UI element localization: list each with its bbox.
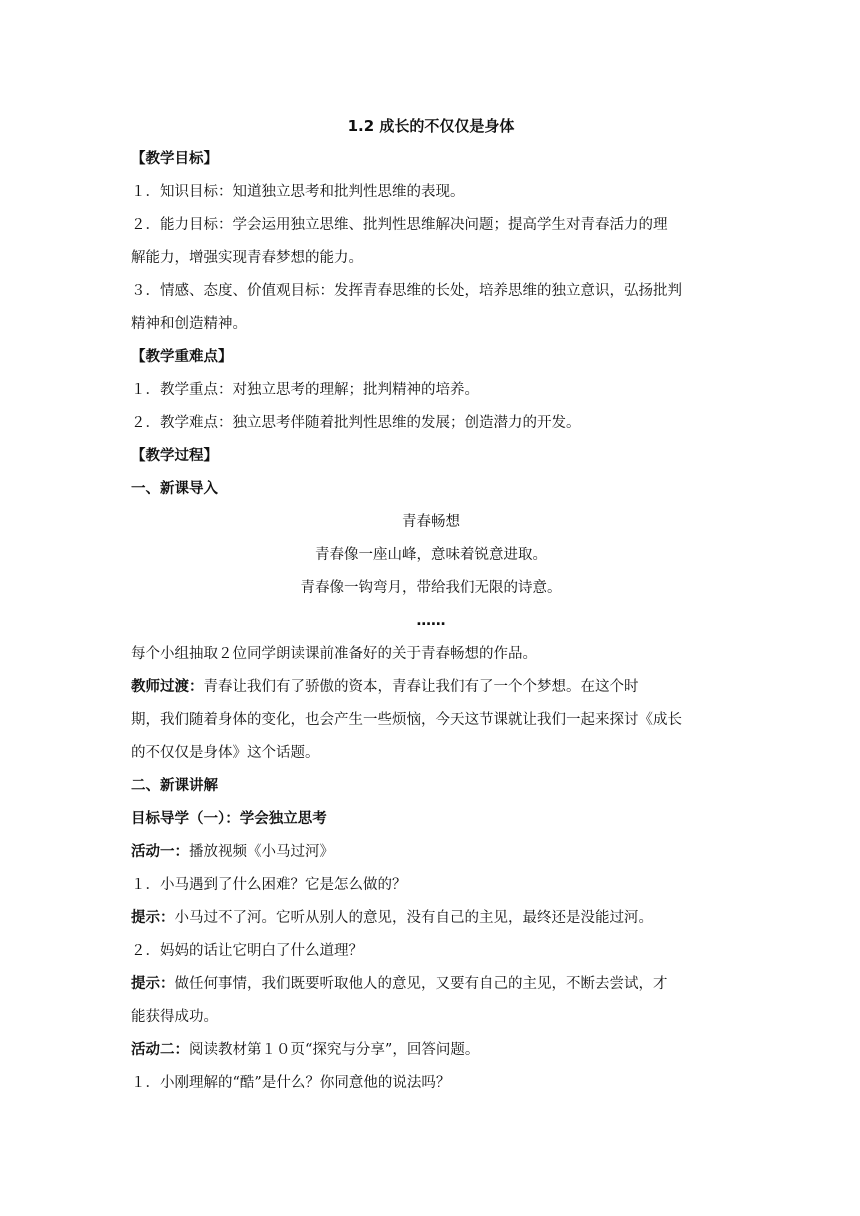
- activity-1: [131, 836, 731, 869]
- activity-2-label: 活动二：: [131, 1042, 189, 1058]
- activity-2: [131, 1034, 731, 1067]
- goal-item-2-line-2: 解能力，增强实现青春梦想的能力。: [131, 250, 363, 266]
- hint-1-text: 小马过不了河。它听从别人的意见，没有自己的主见，最终还是没能过河。: [174, 910, 653, 926]
- question-1: １．小马遇到了什么困难？它是怎么做的？: [131, 877, 407, 893]
- goal-item-2-line-1: ２．能力目标：学会运用独立思维、批判性思维解决问题；提高学生对青春活力的理: [131, 217, 668, 233]
- read-instruction: 每个小组抽取２位同学朗读课前准备好的关于青春畅想的作品。: [131, 646, 537, 662]
- activity-1-text: 播放视频《小马过河》: [189, 844, 334, 860]
- hint-1-label: 提示：: [131, 910, 175, 926]
- teacher-transition-line-3: 的不仅仅是身体》这个话题。: [131, 745, 320, 761]
- goal-item-3-line-1: ３．情感、态度、价值观目标：发挥青春思维的长处，培养思维的独立意识，弘扬批判: [131, 283, 682, 299]
- question-2: ２．妈妈的话让它明白了什么道理？: [131, 943, 363, 959]
- activity-1-label: 活动一：: [131, 844, 189, 860]
- hint-2-line-2: 能获得成功。: [131, 1009, 218, 1025]
- hint-2-line-1: [131, 968, 731, 1001]
- part-heading-lecture: 二、新课讲解: [131, 778, 218, 794]
- teacher-transition-line-1: [131, 671, 731, 704]
- hint-2-text: 做任何事情，我们既要听取他人的意见，又要有自己的主见，不断去尝试，才: [174, 976, 668, 992]
- hint-1: [131, 902, 731, 935]
- hint-2-label: 提示：: [131, 976, 175, 992]
- page-title: 1.2 成长的不仅仅是身体: [347, 117, 515, 135]
- goal-item-3-line-2: 精神和创造精神。: [131, 316, 247, 332]
- teacher-transition-label: 教师过渡：: [131, 679, 204, 695]
- key-point-2: ２．教学难点：独立思考伴随着批判性思维的发展；创造潜力的开发。: [131, 415, 581, 431]
- section-heading-key-points: 【教学重难点】: [131, 349, 233, 365]
- document-body: [131, 110, 731, 1100]
- poem-line-2: 青春像一钩弯月，带给我们无限的诗意。: [300, 580, 562, 596]
- poem-ellipsis: ……: [416, 613, 446, 629]
- question-3: １．小刚理解的“酷”是什么？你同意他的说法吗？: [131, 1075, 451, 1091]
- teacher-transition-line-2: 期，我们随着身体的变化，也会产生一些烦恼，今天这节课就让我们一起来探讨《成长: [131, 712, 682, 728]
- goal-item-1: １．知识目标：知道独立思考和批判性思维的表现。: [131, 184, 465, 200]
- section-heading-process: 【教学过程】: [131, 448, 218, 464]
- poem-title: 青春畅想: [402, 514, 460, 530]
- key-point-1: １．教学重点：对独立思考的理解；批判精神的培养。: [131, 382, 479, 398]
- poem-line-1: 青春像一座山峰，意味着锐意进取。: [315, 547, 547, 563]
- goal-guide-1-heading: 目标导学（一）：学会独立思考: [131, 811, 327, 827]
- activity-2-text: 阅读教材第１０页“探究与分享”，回答问题。: [189, 1042, 480, 1058]
- teacher-transition-text: 青春让我们有了骄傲的资本，青春让我们有了一个个梦想。在这个时: [203, 679, 639, 695]
- section-heading-goals: 【教学目标】: [131, 151, 218, 167]
- part-heading-intro: 一、新课导入: [131, 481, 218, 497]
